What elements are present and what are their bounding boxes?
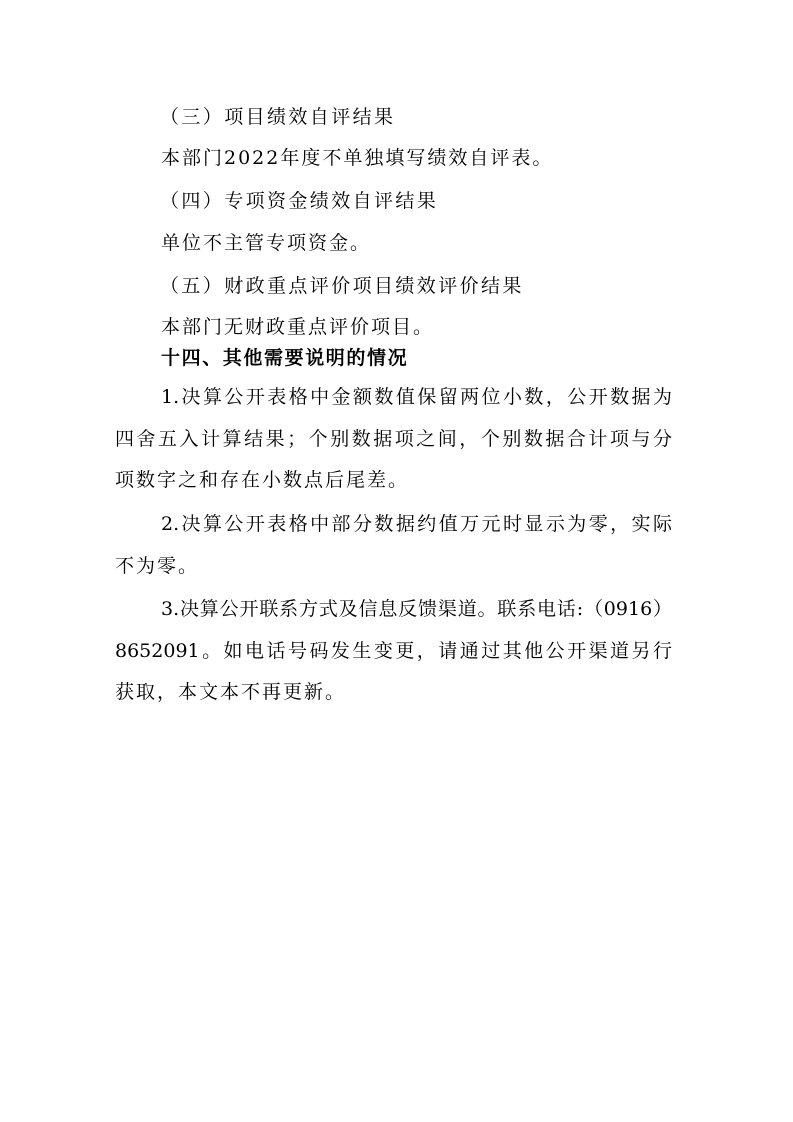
- item-1-line-1: 1.决算公开表格中金额数值保留两位小数，公开数据为: [161, 386, 672, 408]
- section-4-body: 单位不主管专项资金。: [161, 232, 372, 254]
- section-3-body: 本部门2022年度不单独填写绩效自评表。: [161, 147, 554, 169]
- section-5-title: （五）财政重点评价项目绩效评价结果: [160, 275, 524, 297]
- item-3-line-2: 8652091。如电话号码发生变更，请通过其他公开渠道另行: [115, 640, 672, 662]
- item-1-line-3: 项数字之和存在小数点后尾差。: [115, 469, 410, 491]
- section-5-body: 本部门无财政重点评价项目。: [161, 316, 435, 338]
- section-4-title: （四）专项资金绩效自评结果: [160, 190, 439, 212]
- item-3-line-1: 3.决算公开联系方式及信息反馈渠道。联系电话:（0916）: [161, 598, 672, 620]
- item-2-line-2: 不为零。: [115, 555, 200, 577]
- item-3-line-3: 获取，本文本不再更新。: [115, 681, 347, 703]
- item-2-line-1: 2.决算公开表格中部分数据约值万元时显示为零，实际: [161, 513, 672, 535]
- section-3-title: （三）项目绩效自评结果: [160, 106, 396, 128]
- chapter-title: 十四、其他需要说明的情况: [161, 347, 409, 369]
- item-1-line-2: 四舍五入计算结果；个别数据项之间，个别数据合计项与分: [115, 428, 672, 450]
